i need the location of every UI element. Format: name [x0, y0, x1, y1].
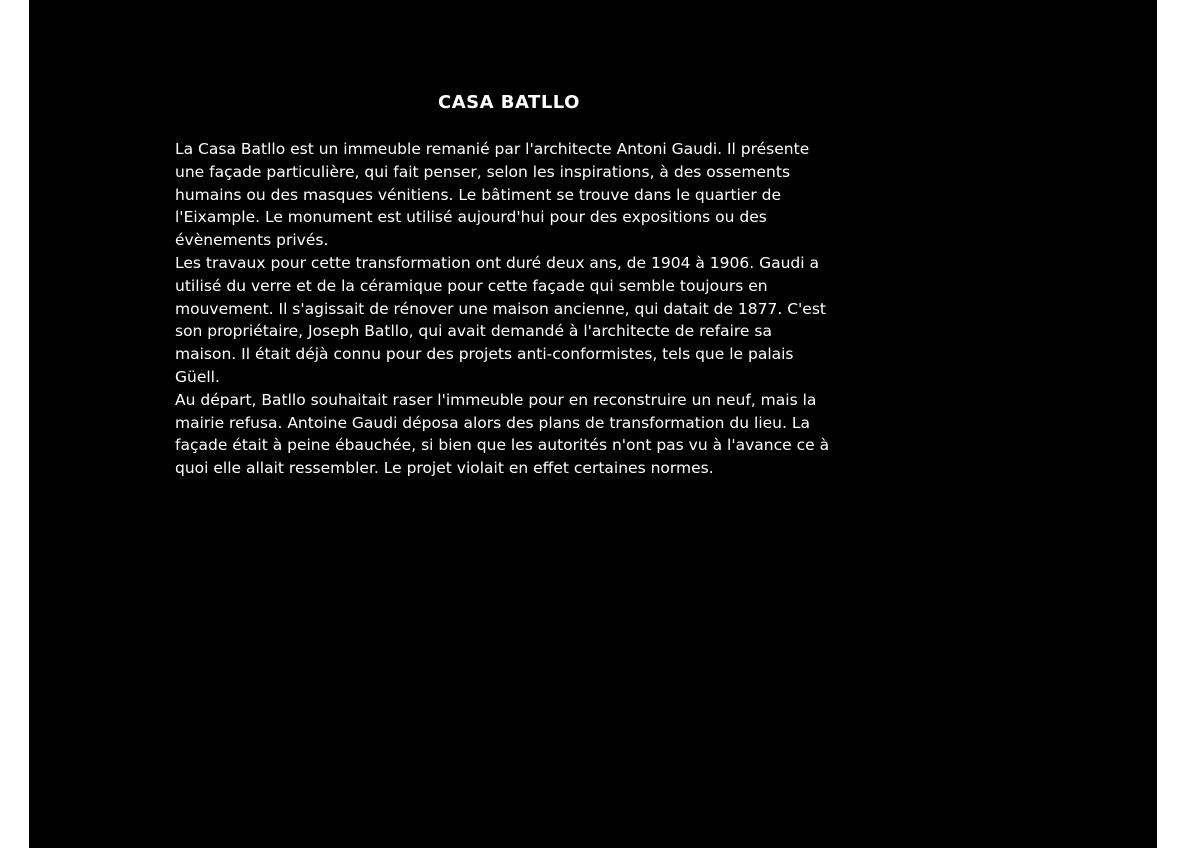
text-line: mairie refusa. Antoine Gaudi déposa alors des plans de transformation du lieu. La — [175, 413, 810, 432]
body-text — [175, 138, 855, 480]
text-line: maison. Il était déjà connu pour des projets anti-conformistes, tels que le palais — [175, 345, 794, 364]
text-line: l'Eixample. Le monument est utilisé aujourd'hui pour des expositions ou des — [175, 208, 767, 227]
text-line: une façade particulière, qui fait penser, selon les inspirations, à des ossements — [175, 162, 791, 181]
text-line: mouvement. Il s'agissait de rénover une maison ancienne, qui datait de 1877. C'est — [175, 299, 826, 318]
text-line: Les travaux pour cette transformation ont duré deux ans, de 1904 à 1906. Gaudi a — [175, 253, 819, 272]
text-line: utilisé du verre et de la céramique pour cette façade qui semble toujours en — [175, 276, 768, 295]
text-line: Au départ, Batllo souhaitait raser l'immeuble pour en reconstruire un neuf, mais la — [175, 390, 817, 409]
text-line: façade était à peine ébauchée, si bien que les autorités n'ont pas vu à l'avance ce à — [175, 436, 830, 455]
text-line: La Casa Batllo est un immeuble remanié par l'architecte Antoni Gaudi. Il présente — [175, 140, 810, 158]
page-title: CASA BATLLO — [438, 92, 580, 113]
text-line: son propriétaire, Joseph Batllo, qui avait demandé à l'architecte de refaire sa — [175, 322, 772, 341]
document-page — [29, 0, 1157, 848]
text-line: humains ou des masques vénitiens. Le bâtiment se trouve dans le quartier de — [175, 185, 782, 204]
text-line: quoi elle allait ressembler. Le projet violait en effet certaines normes. — [175, 459, 714, 478]
text-line: évènements privés. — [175, 231, 329, 250]
text-line: Güell. — [175, 367, 220, 386]
